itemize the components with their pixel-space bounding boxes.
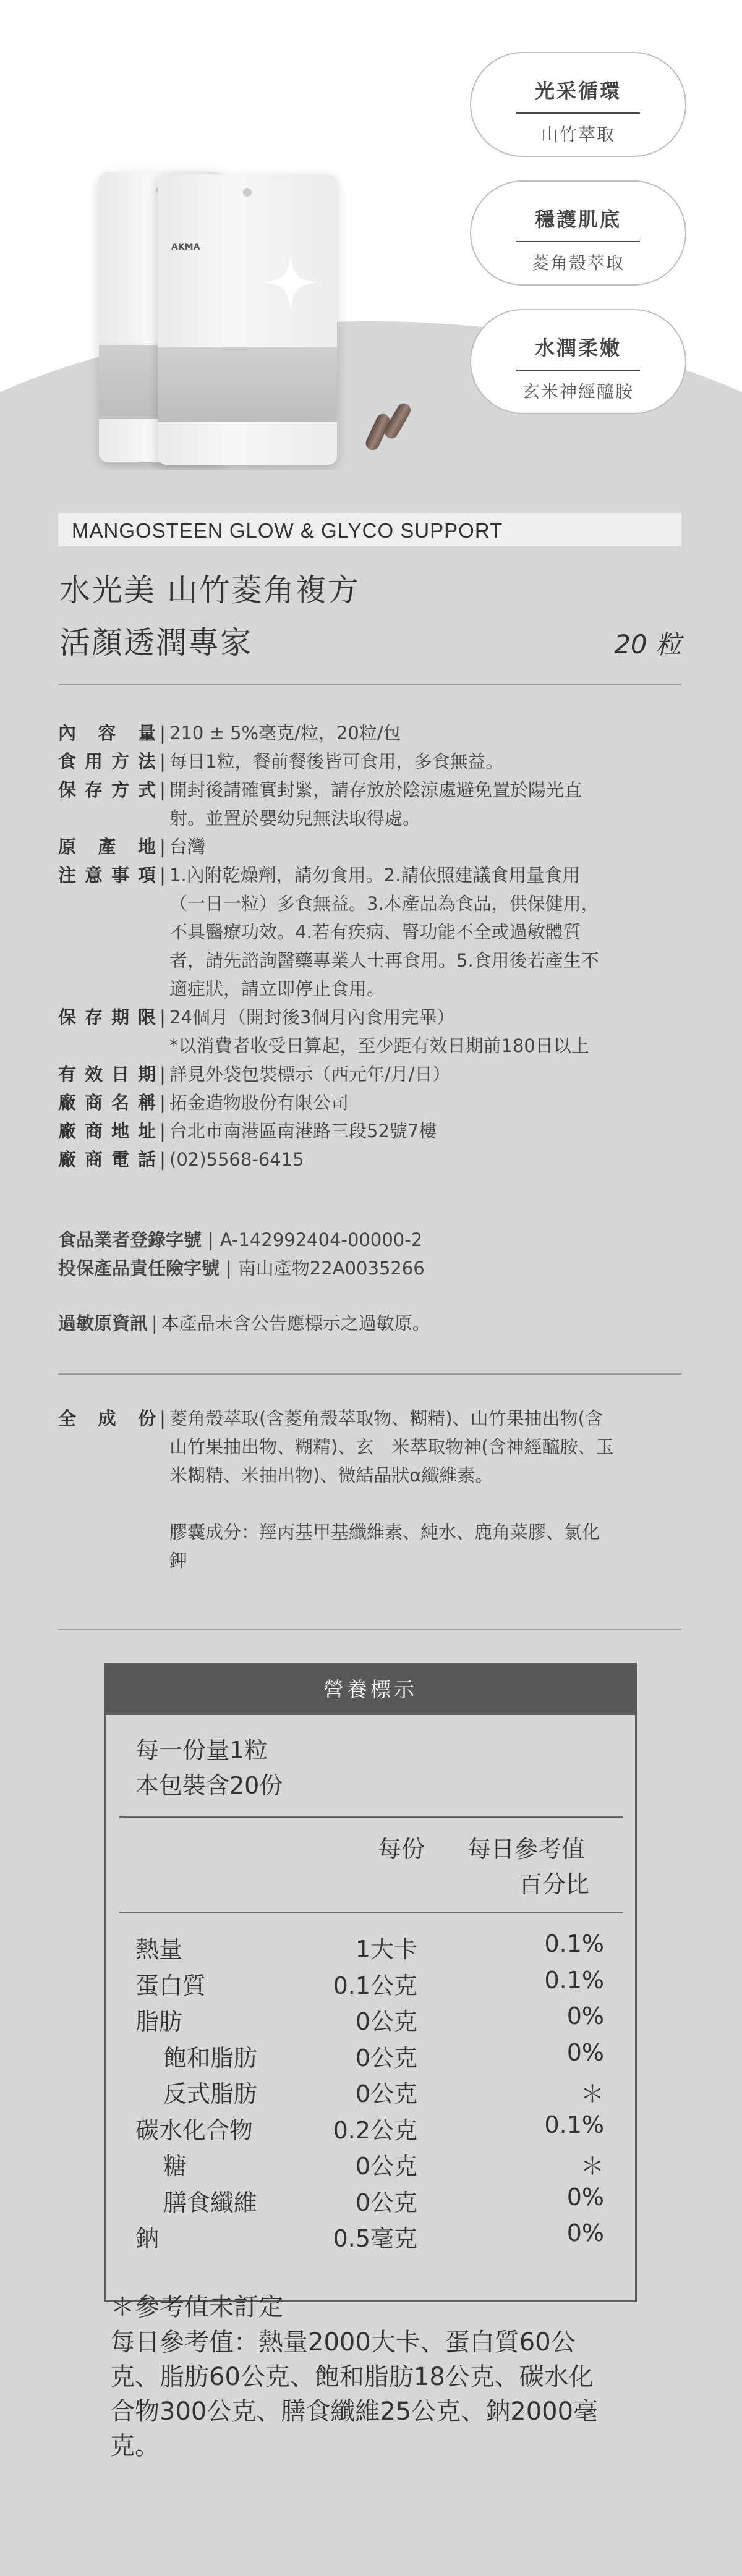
spec-value-line: 1.內附乾燥劑，請勿食用。2.請依照建議食用量食用 xyxy=(169,865,581,886)
spec-value-line: (02)5568-6415 xyxy=(169,1149,304,1170)
nutrient-per-serving: 0.2公克 xyxy=(333,2116,417,2144)
nutrient-name: 鈉 xyxy=(135,2225,160,2252)
spec-label: 注意事項 xyxy=(58,865,156,886)
nutrient-per-serving: 0公克 xyxy=(355,2188,417,2216)
spec-value xyxy=(169,719,681,747)
nutrient-daily-percent: 0.1% xyxy=(544,1930,604,1957)
nutrition-label xyxy=(104,1663,637,2302)
nutrition-header: 營養標示 xyxy=(106,1664,635,1715)
col-per-serving: 每份 xyxy=(378,1836,425,1863)
spec-value xyxy=(169,833,681,861)
spec-value-line: 適症狀，請立即停止食用。 xyxy=(169,978,385,999)
spec-value-line: （一日一粒）多食無益。3.本產品為食品，供保健用， xyxy=(169,893,599,914)
spec-row: 食用方法 | 每日1粒，餐前餐後皆可食用，多食無益。 xyxy=(58,747,681,776)
badge-sub: 山竹萃取 xyxy=(540,124,615,145)
spec-value xyxy=(169,1145,681,1174)
allergen-label: 過敏原資訊 xyxy=(58,1313,148,1334)
spec-value xyxy=(169,1060,681,1088)
nutrient-daily-percent: 0% xyxy=(566,2002,604,2030)
spec-value xyxy=(169,1117,681,1145)
nutrition-rule xyxy=(119,1912,623,1913)
spec-row: 保存期限 | 24個月（開封後3個月內食用完畢） *以消費者收受日算起，至少距有效日期前180日以上 xyxy=(58,1003,681,1060)
nutrient-daily-percent: 0% xyxy=(566,2183,604,2211)
nutrient-name: 脂肪 xyxy=(135,2008,183,2035)
nutrient-per-serving: 0公克 xyxy=(355,2044,417,2072)
capsule-ingredient-line: 膠囊成分：羥丙基甲基纖維素、純水、鹿角菜膠、氯化 xyxy=(169,1522,600,1543)
hero-section xyxy=(0,0,742,470)
spec-value-line: 拓金造物股份有限公司 xyxy=(169,1092,349,1113)
spec-value-line: 者，請先諮詢醫藥專業人士再食用。5.食用後若產生不 xyxy=(169,950,599,971)
nutrient-name: 膳食纖維 xyxy=(163,2188,258,2216)
product-pouch-front xyxy=(158,174,337,465)
servings-per-package: 本包裝含20份 xyxy=(135,1772,283,1799)
spec-label: 食用方法 xyxy=(58,751,156,772)
nutrient-daily-percent: 0% xyxy=(566,2038,604,2066)
spec-value-line: 210 ± 5%毫克/粒，20粒/包 xyxy=(169,722,401,744)
pouch-brand: AKMA xyxy=(171,242,200,252)
product-subtitle: 活顏透潤專家 xyxy=(59,625,252,661)
badge-title: 光采循環 xyxy=(534,79,621,103)
sparkle-icon xyxy=(263,255,318,310)
allergen-block: 過敏原資訊 | 本產品未含公告應標示之過敏原。 xyxy=(58,1309,681,1337)
spec-table xyxy=(58,719,681,1174)
nutrient-daily-percent: 0.1% xyxy=(544,2111,604,2138)
nutrient-name: 糖 xyxy=(163,2153,187,2180)
spec-value-line: 台灣 xyxy=(169,836,206,857)
spec-row: 保存方式 | 開封後請確實封緊，請存放於陰涼處避免置於陽光直 射。並置於嬰幼兒無法取得處。 xyxy=(58,776,681,833)
spec-value-line: 不具醫療功效。4.若有疾病、腎功能不全或過敏體質 xyxy=(169,922,581,943)
spec-label: 有效日期 xyxy=(58,1064,156,1085)
spec-value xyxy=(169,1088,681,1117)
allergen-value: 本產品未含公告應標示之過敏原。 xyxy=(161,1313,430,1334)
spec-value xyxy=(169,747,681,776)
spec-value-line: 詳見外袋包裝標示（西元年/月/日） xyxy=(169,1064,451,1085)
spec-value-line: 每日1粒，餐前餐後皆可食用，多食無益。 xyxy=(169,751,504,772)
reg-value: A-142992404-00000-2 xyxy=(220,1229,423,1250)
spec-value-line: *以消費者收受日算起，至少距有效日期前180日以上 xyxy=(169,1035,589,1056)
serving-size: 每一份量1粒 xyxy=(135,1737,268,1764)
divider xyxy=(58,1629,681,1630)
spec-value xyxy=(169,861,681,1003)
nutrition-rule xyxy=(119,1816,623,1818)
spec-row: 廠商電話 | (02)5568-6415 xyxy=(58,1145,681,1174)
ingredients-label: 全成份 xyxy=(58,1408,156,1429)
nutrient-per-serving: 0公克 xyxy=(355,2080,417,2108)
nutrient-daily-percent: 0.1% xyxy=(544,1966,604,1994)
spec-label: 原產地 xyxy=(58,836,156,857)
nutrient-name: 蛋白質 xyxy=(135,1972,207,1999)
reg-label: 投保產品責任險字號 xyxy=(58,1258,220,1279)
spec-label: 廠商地址 xyxy=(58,1121,156,1142)
spec-row: 廠商地址 | 台北市南港區南港路三段52號7樓 xyxy=(58,1117,681,1145)
spec-value-line: 台北市南港區南港路三段52號7樓 xyxy=(169,1121,437,1142)
nutrient-name: 熱量 xyxy=(135,1936,183,1963)
spec-label: 內容量 xyxy=(58,722,156,744)
ingredients-text xyxy=(169,1404,681,1575)
nutrient-name: 飽和脂肪 xyxy=(163,2044,258,2072)
footnote-text xyxy=(110,2325,598,2464)
spec-row: 注意事項 | 1.內附乾燥劑，請勿食用。2.請依照建議食用量食用 （一日一粒）多食無益。3.本產品為食品，供保健用， 不具醫療功效。4.若有疾病、腎功能不全或過敏體質 者，請先諮詢醫藥專業人士再食用。5.食用後若產生不 適症狀，請立即停止食用。 xyxy=(58,861,681,1003)
spec-value xyxy=(169,776,681,833)
footnote-line: 克。 xyxy=(110,2432,160,2460)
reg-value: 南山產物22A0035266 xyxy=(237,1258,425,1279)
nutrient-daily-percent: ＊ xyxy=(580,2080,604,2108)
badge-glow xyxy=(470,52,686,157)
nutrient-name: 碳水化合物 xyxy=(135,2116,254,2144)
ingredient-line: 山竹果抽出物、糊精)、玄 米萃取物神(含神經醯胺、玉 xyxy=(169,1436,614,1457)
english-banner xyxy=(58,513,681,546)
nutrient-name: 反式脂肪 xyxy=(163,2080,258,2108)
spec-row: 原產地 | 台灣 xyxy=(58,833,681,861)
ingredient-line: 米糊精、米抽出物)、微結晶狀α纖維素。 xyxy=(169,1465,493,1486)
spec-label: 廠商電話 xyxy=(58,1149,156,1170)
nutrient-per-serving: 0.5毫克 xyxy=(333,2225,417,2252)
spec-value-line: 開封後請確實封緊，請存放於陰涼處避免置於陽光直 xyxy=(169,779,582,800)
nutrient-per-serving: 0公克 xyxy=(355,2008,417,2035)
spec-label: 保存方式 xyxy=(58,779,156,800)
badge-title: 水潤柔嫩 xyxy=(534,336,621,360)
spec-label: 保存期限 xyxy=(58,1007,156,1028)
ingredients-block: 全成份 | 菱角殼萃取(含菱角殼萃取物、糊精)、山竹果抽出物(含 山竹果抽出物、糊精)、玄 米萃取物神(含神經醯胺、玉 米糊精、米抽出物)、微結晶狀α纖維素。 膠囊成分：羥丙基甲基纖維素、純水、鹿角菜膠、氯化 鉀 xyxy=(58,1404,681,1575)
registration-block: 食品業者登錄字號 | A-142992404-00000-2 投保產品責任險字號 | 南山產物22A0035266 xyxy=(58,1226,681,1282)
badge-protect xyxy=(470,180,686,286)
capsule-ingredient-line: 鉀 xyxy=(169,1550,188,1571)
divider xyxy=(58,1373,681,1375)
banner-text: MANGOSTEEN GLOW & GLYCO SUPPORT xyxy=(72,519,503,542)
spec-row: 有效日期 | 詳見外袋包裝標示（西元年/月/日） xyxy=(58,1060,681,1088)
nutrient-daily-percent: 0% xyxy=(566,2219,604,2247)
col-percent: 百分比 xyxy=(519,1871,590,1898)
spec-row: 廠商名稱 | 拓金造物股份有限公司 xyxy=(58,1088,681,1117)
footnote-star: ＊參考值未訂定 xyxy=(110,2293,283,2321)
reg-label: 食品業者登錄字號 xyxy=(58,1229,202,1250)
nutrient-daily-percent: ＊ xyxy=(580,2153,604,2180)
footnote-line: 克、脂肪60公克、飽和脂肪18公克、碳水化 xyxy=(110,2363,594,2391)
spec-row: 內容量 | 210 ± 5%毫克/粒，20粒/包 xyxy=(58,719,681,747)
col-daily-value: 每日參考值 xyxy=(467,1836,586,1863)
nutrient-per-serving: 1大卡 xyxy=(355,1936,417,1963)
nutrient-per-serving: 0.1公克 xyxy=(333,1972,417,1999)
divider xyxy=(58,684,681,685)
spec-value-line: 24個月（開封後3個月內食用完畢） xyxy=(169,1007,455,1028)
badge-sub: 玄米神經醯胺 xyxy=(522,381,634,402)
ingredient-line: 菱角殼萃取(含菱角殼萃取物、糊精)、山竹果抽出物(含 xyxy=(169,1408,603,1429)
spec-value xyxy=(169,1003,681,1060)
footnote-line: 每日參考值：熱量2000大卡、蛋白質60公 xyxy=(110,2328,576,2357)
spec-label: 廠商名稱 xyxy=(58,1092,156,1113)
nutrient-per-serving: 0公克 xyxy=(355,2153,417,2180)
product-title: 水光美 山竹菱角複方 xyxy=(59,572,360,608)
product-quantity: 20 粒 xyxy=(614,629,681,659)
spec-value-line: 射。並置於嬰幼兒無法取得處。 xyxy=(169,808,421,829)
badge-sub: 菱角殼萃取 xyxy=(531,253,625,273)
badge-moist xyxy=(470,309,686,414)
footnote-line: 合物300公克、膳食纖維25公克、鈉2000毫 xyxy=(110,2397,599,2426)
badge-title: 穩護肌底 xyxy=(534,208,621,231)
